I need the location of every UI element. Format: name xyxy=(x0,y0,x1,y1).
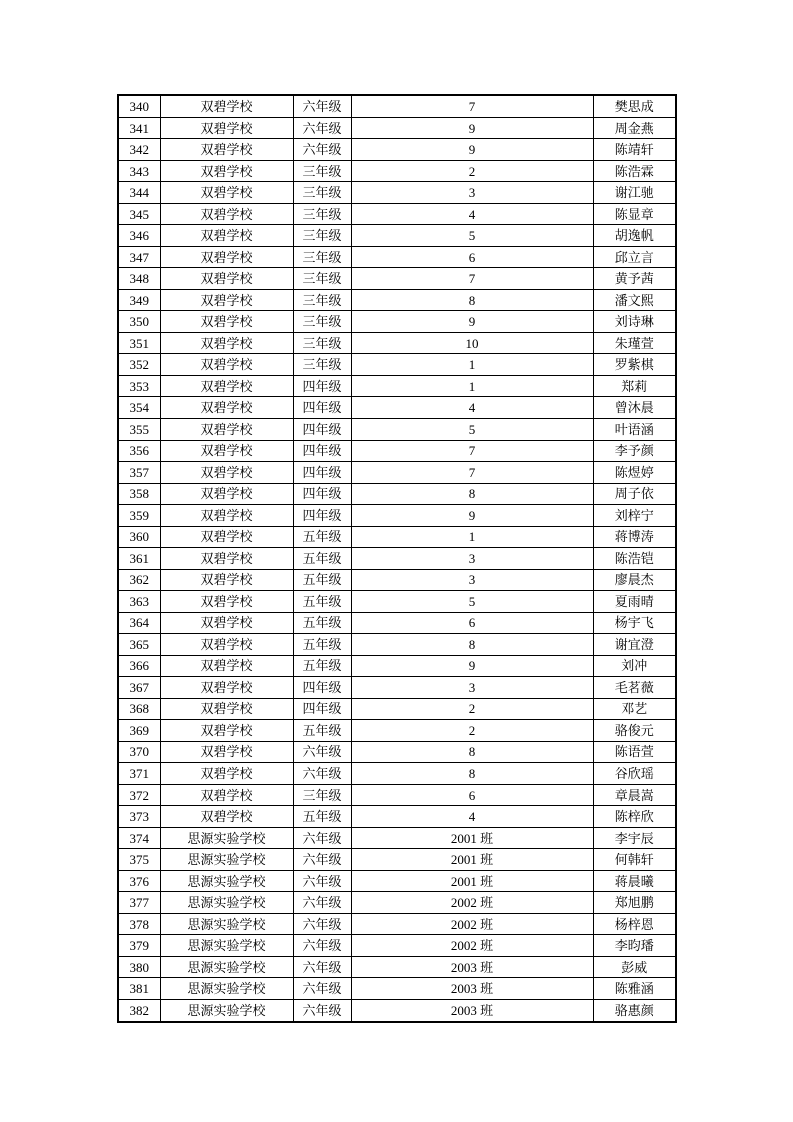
cell-grade: 三年级 xyxy=(293,268,351,290)
table-body xyxy=(118,95,676,1022)
cell-class: 2003 班 xyxy=(351,999,593,1022)
cell-grade: 六年级 xyxy=(293,892,351,914)
cell-name: 邱立言 xyxy=(593,246,676,268)
cell-index: 365 xyxy=(118,634,160,656)
cell-name: 郑旭鹏 xyxy=(593,892,676,914)
cell-grade: 六年级 xyxy=(293,95,351,117)
table-row xyxy=(118,612,676,634)
table-row xyxy=(118,160,676,182)
cell-grade: 三年级 xyxy=(293,311,351,333)
cell-class: 4 xyxy=(351,806,593,828)
cell-name: 陈梓欣 xyxy=(593,806,676,828)
cell-school: 思源实验学校 xyxy=(160,999,293,1022)
cell-class: 4 xyxy=(351,397,593,419)
table-row xyxy=(118,354,676,376)
cell-class: 7 xyxy=(351,440,593,462)
table-row xyxy=(118,375,676,397)
cell-grade: 三年级 xyxy=(293,203,351,225)
cell-school: 双碧学校 xyxy=(160,225,293,247)
cell-grade: 六年级 xyxy=(293,956,351,978)
cell-grade: 六年级 xyxy=(293,117,351,139)
table-row xyxy=(118,289,676,311)
table-row xyxy=(118,763,676,785)
table-row xyxy=(118,139,676,161)
cell-grade: 四年级 xyxy=(293,462,351,484)
cell-grade: 六年级 xyxy=(293,870,351,892)
cell-grade: 三年级 xyxy=(293,784,351,806)
cell-school: 双碧学校 xyxy=(160,246,293,268)
cell-index: 364 xyxy=(118,612,160,634)
cell-index: 361 xyxy=(118,548,160,570)
cell-name: 周金燕 xyxy=(593,117,676,139)
cell-school: 思源实验学校 xyxy=(160,892,293,914)
cell-class: 9 xyxy=(351,117,593,139)
table-row xyxy=(118,332,676,354)
cell-class: 8 xyxy=(351,763,593,785)
cell-index: 359 xyxy=(118,505,160,527)
cell-class: 2 xyxy=(351,698,593,720)
cell-school: 思源实验学校 xyxy=(160,935,293,957)
cell-name: 李昀璠 xyxy=(593,935,676,957)
cell-index: 381 xyxy=(118,978,160,1000)
cell-class: 7 xyxy=(351,462,593,484)
table-row xyxy=(118,956,676,978)
cell-grade: 三年级 xyxy=(293,225,351,247)
cell-name: 杨宇飞 xyxy=(593,612,676,634)
cell-index: 355 xyxy=(118,419,160,441)
cell-class: 3 xyxy=(351,182,593,204)
cell-grade: 六年级 xyxy=(293,139,351,161)
cell-grade: 六年级 xyxy=(293,935,351,957)
cell-name: 潘文熙 xyxy=(593,289,676,311)
cell-index: 356 xyxy=(118,440,160,462)
cell-grade: 五年级 xyxy=(293,591,351,613)
cell-class: 8 xyxy=(351,483,593,505)
table-row xyxy=(118,95,676,117)
cell-grade: 四年级 xyxy=(293,375,351,397)
cell-class: 2 xyxy=(351,160,593,182)
cell-index: 342 xyxy=(118,139,160,161)
cell-index: 350 xyxy=(118,311,160,333)
cell-class: 5 xyxy=(351,591,593,613)
cell-class: 9 xyxy=(351,311,593,333)
cell-class: 1 xyxy=(351,375,593,397)
cell-name: 骆惠颜 xyxy=(593,999,676,1022)
cell-class: 9 xyxy=(351,655,593,677)
cell-name: 陈浩铠 xyxy=(593,548,676,570)
table-row xyxy=(118,117,676,139)
cell-school: 双碧学校 xyxy=(160,655,293,677)
cell-class: 5 xyxy=(351,225,593,247)
cell-school: 双碧学校 xyxy=(160,784,293,806)
cell-school: 双碧学校 xyxy=(160,763,293,785)
table-row xyxy=(118,246,676,268)
cell-class: 8 xyxy=(351,289,593,311)
table-row xyxy=(118,827,676,849)
cell-grade: 四年级 xyxy=(293,440,351,462)
cell-grade: 五年级 xyxy=(293,806,351,828)
cell-name: 樊思成 xyxy=(593,95,676,117)
cell-grade: 三年级 xyxy=(293,354,351,376)
cell-index: 380 xyxy=(118,956,160,978)
cell-name: 夏雨晴 xyxy=(593,591,676,613)
cell-name: 胡逸帆 xyxy=(593,225,676,247)
cell-class: 8 xyxy=(351,741,593,763)
cell-index: 340 xyxy=(118,95,160,117)
cell-school: 双碧学校 xyxy=(160,160,293,182)
cell-school: 双碧学校 xyxy=(160,375,293,397)
cell-name: 陈显章 xyxy=(593,203,676,225)
cell-school: 思源实验学校 xyxy=(160,956,293,978)
cell-school: 双碧学校 xyxy=(160,139,293,161)
table-row xyxy=(118,548,676,570)
cell-name: 骆俊元 xyxy=(593,720,676,742)
table-row xyxy=(118,913,676,935)
cell-class: 9 xyxy=(351,505,593,527)
cell-grade: 五年级 xyxy=(293,720,351,742)
cell-school: 双碧学校 xyxy=(160,741,293,763)
cell-name: 黄予茜 xyxy=(593,268,676,290)
cell-class: 2001 班 xyxy=(351,849,593,871)
cell-school: 双碧学校 xyxy=(160,440,293,462)
cell-class: 3 xyxy=(351,548,593,570)
cell-index: 377 xyxy=(118,892,160,914)
cell-school: 思源实验学校 xyxy=(160,913,293,935)
cell-school: 双碧学校 xyxy=(160,354,293,376)
cell-class: 6 xyxy=(351,784,593,806)
cell-school: 双碧学校 xyxy=(160,677,293,699)
cell-name: 毛茗薇 xyxy=(593,677,676,699)
cell-name: 蒋晨曦 xyxy=(593,870,676,892)
cell-name: 谷欣瑶 xyxy=(593,763,676,785)
cell-index: 375 xyxy=(118,849,160,871)
cell-name: 章晨嵩 xyxy=(593,784,676,806)
cell-name: 刘诗琳 xyxy=(593,311,676,333)
cell-grade: 三年级 xyxy=(293,332,351,354)
cell-index: 373 xyxy=(118,806,160,828)
cell-index: 354 xyxy=(118,397,160,419)
cell-school: 双碧学校 xyxy=(160,612,293,634)
cell-name: 陈靖轩 xyxy=(593,139,676,161)
cell-name: 陈浩霖 xyxy=(593,160,676,182)
cell-school: 双碧学校 xyxy=(160,548,293,570)
cell-index: 345 xyxy=(118,203,160,225)
table-row xyxy=(118,182,676,204)
cell-grade: 五年级 xyxy=(293,526,351,548)
cell-name: 陈雅涵 xyxy=(593,978,676,1000)
cell-name: 谢江驰 xyxy=(593,182,676,204)
cell-index: 343 xyxy=(118,160,160,182)
table-row xyxy=(118,419,676,441)
cell-class: 2002 班 xyxy=(351,892,593,914)
cell-school: 双碧学校 xyxy=(160,117,293,139)
cell-name: 廖晨杰 xyxy=(593,569,676,591)
cell-name: 杨梓恩 xyxy=(593,913,676,935)
cell-class: 2001 班 xyxy=(351,870,593,892)
cell-name: 朱瑾萱 xyxy=(593,332,676,354)
table-row xyxy=(118,784,676,806)
cell-index: 374 xyxy=(118,827,160,849)
cell-name: 刘梓宁 xyxy=(593,505,676,527)
cell-class: 3 xyxy=(351,569,593,591)
cell-school: 双碧学校 xyxy=(160,569,293,591)
cell-class: 5 xyxy=(351,419,593,441)
cell-grade: 四年级 xyxy=(293,483,351,505)
table-row xyxy=(118,720,676,742)
cell-class: 8 xyxy=(351,634,593,656)
cell-name: 谢宜澄 xyxy=(593,634,676,656)
cell-school: 双碧学校 xyxy=(160,311,293,333)
table-row xyxy=(118,225,676,247)
cell-index: 351 xyxy=(118,332,160,354)
cell-grade: 六年级 xyxy=(293,978,351,1000)
cell-grade: 五年级 xyxy=(293,634,351,656)
cell-class: 6 xyxy=(351,612,593,634)
cell-name: 罗紫棋 xyxy=(593,354,676,376)
cell-index: 346 xyxy=(118,225,160,247)
cell-index: 379 xyxy=(118,935,160,957)
cell-grade: 六年级 xyxy=(293,913,351,935)
table-row xyxy=(118,741,676,763)
table-row xyxy=(118,591,676,613)
cell-grade: 四年级 xyxy=(293,505,351,527)
cell-school: 思源实验学校 xyxy=(160,849,293,871)
cell-school: 双碧学校 xyxy=(160,268,293,290)
cell-grade: 六年级 xyxy=(293,999,351,1022)
cell-index: 378 xyxy=(118,913,160,935)
cell-name: 何韩轩 xyxy=(593,849,676,871)
table-row xyxy=(118,526,676,548)
cell-name: 陈煜婷 xyxy=(593,462,676,484)
cell-index: 349 xyxy=(118,289,160,311)
cell-grade: 五年级 xyxy=(293,569,351,591)
cell-index: 367 xyxy=(118,677,160,699)
table-row xyxy=(118,483,676,505)
cell-name: 陈语萱 xyxy=(593,741,676,763)
cell-name: 刘冲 xyxy=(593,655,676,677)
cell-class: 2 xyxy=(351,720,593,742)
table-row xyxy=(118,440,676,462)
cell-grade: 四年级 xyxy=(293,677,351,699)
cell-index: 369 xyxy=(118,720,160,742)
cell-school: 双碧学校 xyxy=(160,397,293,419)
cell-school: 双碧学校 xyxy=(160,95,293,117)
cell-school: 双碧学校 xyxy=(160,526,293,548)
table-row xyxy=(118,677,676,699)
cell-school: 双碧学校 xyxy=(160,332,293,354)
cell-index: 357 xyxy=(118,462,160,484)
table-row xyxy=(118,462,676,484)
cell-class: 9 xyxy=(351,139,593,161)
cell-school: 双碧学校 xyxy=(160,483,293,505)
cell-grade: 三年级 xyxy=(293,182,351,204)
cell-class: 2002 班 xyxy=(351,935,593,957)
table-row xyxy=(118,311,676,333)
cell-grade: 六年级 xyxy=(293,763,351,785)
table-row xyxy=(118,268,676,290)
table-row xyxy=(118,892,676,914)
cell-name: 蒋博涛 xyxy=(593,526,676,548)
table-row xyxy=(118,505,676,527)
cell-grade: 六年级 xyxy=(293,849,351,871)
cell-class: 7 xyxy=(351,95,593,117)
cell-index: 353 xyxy=(118,375,160,397)
cell-name: 李宇辰 xyxy=(593,827,676,849)
cell-school: 双碧学校 xyxy=(160,698,293,720)
cell-index: 376 xyxy=(118,870,160,892)
cell-index: 344 xyxy=(118,182,160,204)
cell-school: 双碧学校 xyxy=(160,203,293,225)
cell-name: 叶语涵 xyxy=(593,419,676,441)
cell-name: 郑莉 xyxy=(593,375,676,397)
cell-school: 双碧学校 xyxy=(160,591,293,613)
roster-table xyxy=(117,94,677,1023)
cell-class: 6 xyxy=(351,246,593,268)
cell-class: 1 xyxy=(351,526,593,548)
table-row xyxy=(118,806,676,828)
cell-index: 352 xyxy=(118,354,160,376)
cell-class: 2002 班 xyxy=(351,913,593,935)
cell-grade: 三年级 xyxy=(293,160,351,182)
table-row xyxy=(118,203,676,225)
table-row xyxy=(118,634,676,656)
table-row xyxy=(118,978,676,1000)
cell-school: 思源实验学校 xyxy=(160,870,293,892)
cell-name: 曾沐晨 xyxy=(593,397,676,419)
table-row xyxy=(118,397,676,419)
table-row xyxy=(118,849,676,871)
cell-school: 双碧学校 xyxy=(160,182,293,204)
cell-grade: 四年级 xyxy=(293,397,351,419)
cell-class: 1 xyxy=(351,354,593,376)
table-row xyxy=(118,999,676,1022)
cell-index: 358 xyxy=(118,483,160,505)
cell-school: 思源实验学校 xyxy=(160,827,293,849)
cell-name: 李予颜 xyxy=(593,440,676,462)
table-row xyxy=(118,569,676,591)
cell-grade: 四年级 xyxy=(293,419,351,441)
cell-index: 382 xyxy=(118,999,160,1022)
cell-grade: 五年级 xyxy=(293,548,351,570)
cell-class: 10 xyxy=(351,332,593,354)
cell-name: 周子依 xyxy=(593,483,676,505)
cell-index: 363 xyxy=(118,591,160,613)
cell-index: 348 xyxy=(118,268,160,290)
cell-index: 341 xyxy=(118,117,160,139)
cell-school: 双碧学校 xyxy=(160,462,293,484)
cell-class: 7 xyxy=(351,268,593,290)
cell-index: 360 xyxy=(118,526,160,548)
cell-school: 双碧学校 xyxy=(160,505,293,527)
cell-school: 思源实验学校 xyxy=(160,978,293,1000)
cell-index: 366 xyxy=(118,655,160,677)
cell-grade: 三年级 xyxy=(293,289,351,311)
cell-index: 362 xyxy=(118,569,160,591)
cell-school: 双碧学校 xyxy=(160,634,293,656)
table-row xyxy=(118,655,676,677)
cell-grade: 四年级 xyxy=(293,698,351,720)
cell-grade: 五年级 xyxy=(293,655,351,677)
cell-grade: 六年级 xyxy=(293,741,351,763)
cell-name: 彭威 xyxy=(593,956,676,978)
cell-class: 2003 班 xyxy=(351,956,593,978)
cell-name: 邓艺 xyxy=(593,698,676,720)
cell-grade: 六年级 xyxy=(293,827,351,849)
table-row xyxy=(118,698,676,720)
cell-index: 347 xyxy=(118,246,160,268)
table-row xyxy=(118,935,676,957)
cell-index: 370 xyxy=(118,741,160,763)
cell-class: 4 xyxy=(351,203,593,225)
table-row xyxy=(118,870,676,892)
cell-grade: 三年级 xyxy=(293,246,351,268)
cell-index: 368 xyxy=(118,698,160,720)
cell-class: 2003 班 xyxy=(351,978,593,1000)
cell-school: 双碧学校 xyxy=(160,720,293,742)
cell-class: 3 xyxy=(351,677,593,699)
cell-school: 双碧学校 xyxy=(160,419,293,441)
cell-grade: 五年级 xyxy=(293,612,351,634)
cell-index: 372 xyxy=(118,784,160,806)
cell-school: 双碧学校 xyxy=(160,806,293,828)
cell-class: 2001 班 xyxy=(351,827,593,849)
cell-school: 双碧学校 xyxy=(160,289,293,311)
cell-index: 371 xyxy=(118,763,160,785)
